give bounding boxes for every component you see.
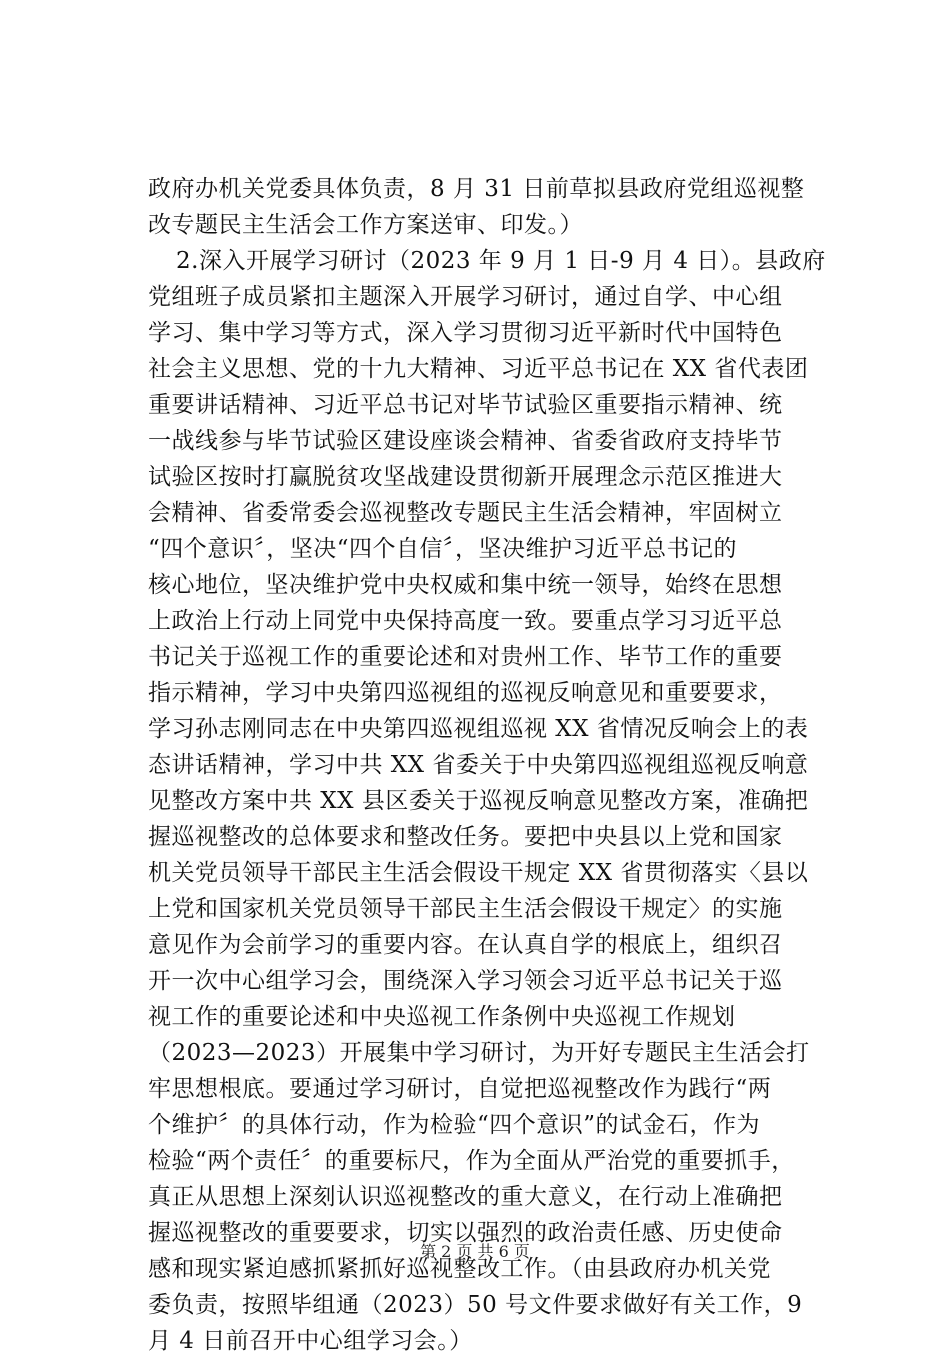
text-line: 真正从思想上深刻认识巡视整改的重大意义，在行动上准确把 — [148, 1184, 783, 1210]
document-body — [148, 171, 838, 1359]
text-line: 上政治上行动上同党中央保持高度一致。要重点学习习近平总 — [148, 608, 783, 634]
text-line: 上党和国家机关党员领导干部民主生活会假设干规定〉的实施 — [148, 896, 783, 922]
text-line: （2023—2023）开展集中学习研讨，为开好专题民主生活会打 — [148, 1040, 810, 1066]
text-line: 一战线参与毕节试验区建设座谈会精神、省委省政府支持毕节 — [148, 428, 783, 454]
text-line: 社会主义思想、党的十九大精神、习近平总书记在 XX 省代表团 — [148, 356, 809, 382]
text-line: 握巡视整改的重要要求，切实以强烈的政治责任感、历史使命 — [148, 1220, 783, 1246]
text-line: 委负责，按照毕组通（2023）50 号文件要求做好有关工作，9 — [148, 1292, 803, 1318]
text-line: 牢思想根底。要通过学习研讨，自觉把巡视整改作为践行“两 — [148, 1076, 772, 1102]
text-line: 视工作的重要论述和中央巡视工作条例中央巡视工作规划 — [148, 1004, 736, 1030]
text-line: 试验区按时打赢脱贫攻坚战建设贯彻新开展理念示范区推进大 — [148, 464, 783, 490]
text-line: 学习、集中学习等方式，深入学习贯彻习近平新时代中国特色 — [148, 320, 783, 346]
text-line: 态讲话精神，学习中共 XX 省委关于中央第四巡视组巡视反响意 — [148, 752, 809, 778]
text-line: 个维护〞的具体行动，作为检验“四个意识”的试金石，作为 — [148, 1112, 761, 1138]
text-line: 感和现实紧迫感抓紧抓好巡视整改工作。（由县政府办机关党 — [148, 1256, 771, 1282]
page-number-label: 第 2 页 共 6 页 — [420, 1242, 530, 1261]
text-line: 意见作为会前学习的重要内容。在认真自学的根底上，组织召 — [148, 932, 783, 958]
text-line: 党组班子成员紧扣主题深入开展学习研讨，通过自学、中心组 — [148, 284, 783, 310]
text-line: 政府办机关党委具体负责，8 月 31 日前草拟县政府党组巡视整 — [148, 176, 805, 202]
text-line: 检验“两个责任〞的重要标尺，作为全面从严治党的重要抓手， — [148, 1148, 795, 1174]
text-line: 月 4 日前召开中心组学习会。） — [148, 1328, 473, 1354]
text-line: 开一次中心组学习会，围绕深入学习领会习近平总书记关于巡 — [148, 968, 783, 994]
text-line: 指示精神，学习中央第四巡视组的巡视反响意见和重要要求， — [148, 680, 783, 706]
text-line: 书记关于巡视工作的重要论述和对贵州工作、毕节工作的重要 — [148, 644, 783, 670]
text-line: “四个意识〞，坚决“四个自信〞，坚决维护习近平总书记的 — [148, 536, 738, 562]
text-line: 改专题民主生活会工作方案送审、印发。） — [148, 212, 583, 238]
text-line: 2.深入开展学习研讨（2023 年 9 月 1 日-9 月 4 日）。县政府 — [176, 248, 826, 274]
text-line: 机关党员领导干部民主生活会假设干规定 XX 省贯彻落实〈县以 — [148, 860, 809, 886]
text-line: 握巡视整改的总体要求和整改任务。要把中央县以上党和国家 — [148, 824, 783, 850]
text-line: 重要讲话精神、习近平总书记对毕节试验区重要指示精神、统 — [148, 392, 783, 418]
text-line: 见整改方案中共 XX 县区委关于巡视反响意见整改方案，准确把 — [148, 788, 809, 814]
text-line: 学习孙志刚同志在中央第四巡视组巡视 XX 省情况反响会上的表 — [148, 716, 809, 742]
text-line: 核心地位，坚决维护党中央权威和集中统一领导，始终在思想 — [148, 572, 783, 598]
text-line: 会精神、省委常委会巡视整改专题民主生活会精神，牢固树立 — [148, 500, 783, 526]
page-footer — [0, 1242, 950, 1262]
